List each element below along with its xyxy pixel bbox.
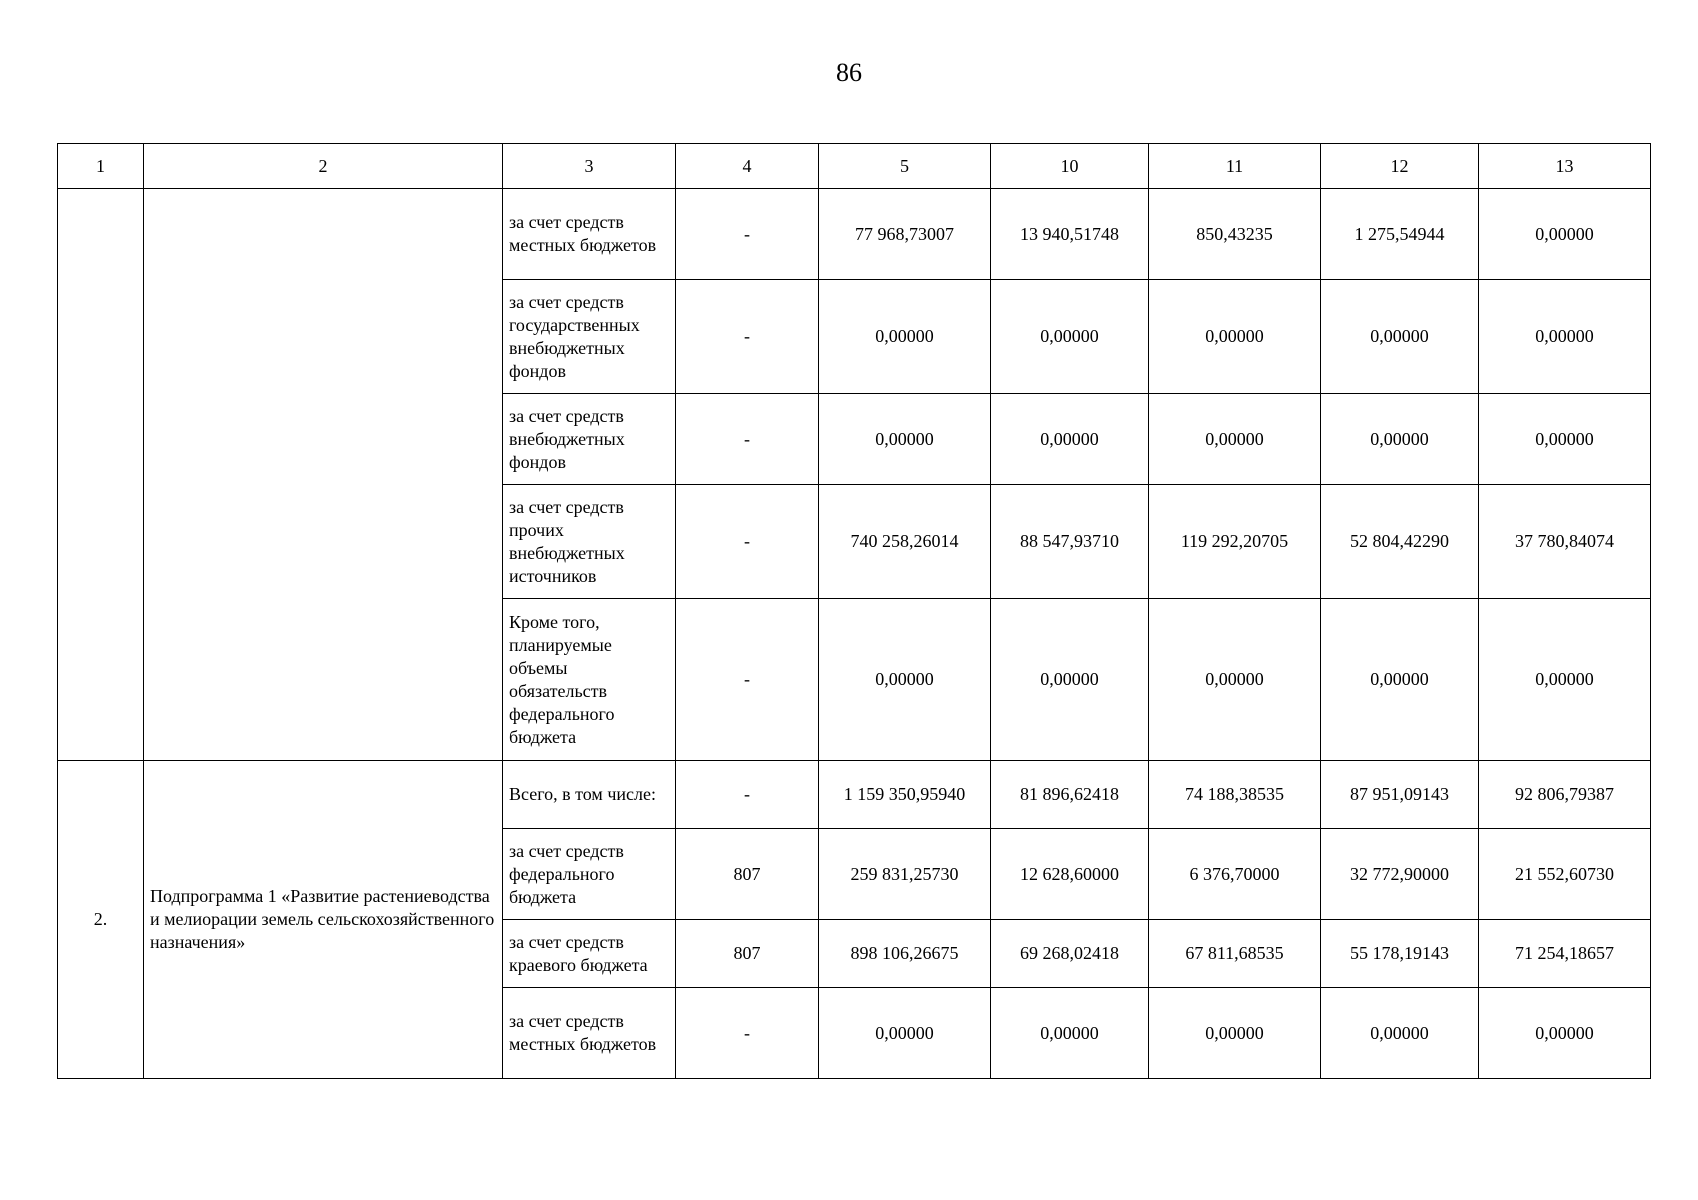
value-cell: 0,00000 — [1149, 394, 1321, 485]
value-cell: 67 811,68535 — [1149, 920, 1321, 988]
header-cell: 5 — [819, 144, 991, 189]
value-cell: 0,00000 — [1321, 394, 1479, 485]
value-cell: 0,00000 — [1149, 988, 1321, 1079]
value-cell: 71 254,18657 — [1479, 920, 1651, 988]
value-cell: 0,00000 — [1479, 189, 1651, 280]
value-cell: 81 896,62418 — [991, 761, 1149, 829]
code-cell: - — [676, 280, 819, 394]
value-cell: 21 552,60730 — [1479, 829, 1651, 920]
value-cell: 0,00000 — [1479, 280, 1651, 394]
value-cell: 12 628,60000 — [991, 829, 1149, 920]
value-cell: 1 159 350,95940 — [819, 761, 991, 829]
value-cell: 0,00000 — [991, 988, 1149, 1079]
funding-source: Кроме того, планируемые объемы обязательств федерального бюджета — [503, 599, 676, 761]
value-cell: 0,00000 — [819, 988, 991, 1079]
value-cell: 0,00000 — [1149, 599, 1321, 761]
value-cell: 0,00000 — [991, 599, 1149, 761]
value-cell: 0,00000 — [991, 394, 1149, 485]
funding-source: Всего, в том числе: — [503, 761, 676, 829]
table-row — [58, 189, 1651, 280]
value-cell: 88 547,93710 — [991, 485, 1149, 599]
value-cell: 69 268,02418 — [991, 920, 1149, 988]
value-cell: 259 831,25730 — [819, 829, 991, 920]
funding-source: за счет средств прочих внебюджетных источников — [503, 485, 676, 599]
code-cell: - — [676, 599, 819, 761]
value-cell: 850,43235 — [1149, 189, 1321, 280]
budget-table — [57, 143, 1651, 1079]
funding-source: за счет средств федерального бюджета — [503, 829, 676, 920]
header-cell: 2 — [144, 144, 503, 189]
code-cell: - — [676, 761, 819, 829]
funding-source: за счет средств государственных внебюджетных фондов — [503, 280, 676, 394]
value-cell: 77 968,73007 — [819, 189, 991, 280]
value-cell: 0,00000 — [819, 280, 991, 394]
value-cell: 0,00000 — [1149, 280, 1321, 394]
funding-source: за счет средств местных бюджетов — [503, 988, 676, 1079]
header-row — [58, 144, 1651, 189]
value-cell: 92 806,79387 — [1479, 761, 1651, 829]
table-row — [58, 761, 1651, 829]
code-cell: 807 — [676, 920, 819, 988]
value-cell: 87 951,09143 — [1321, 761, 1479, 829]
value-cell: 0,00000 — [1321, 599, 1479, 761]
header-cell: 12 — [1321, 144, 1479, 189]
value-cell: 6 376,70000 — [1149, 829, 1321, 920]
code-cell: - — [676, 189, 819, 280]
value-cell: 0,00000 — [1479, 599, 1651, 761]
page-number: 86 — [836, 58, 862, 87]
code-cell: - — [676, 988, 819, 1079]
value-cell: 32 772,90000 — [1321, 829, 1479, 920]
value-cell: 0,00000 — [819, 394, 991, 485]
funding-source: за счет средств местных бюджетов — [503, 189, 676, 280]
value-cell: 0,00000 — [991, 280, 1149, 394]
header-cell: 4 — [676, 144, 819, 189]
row-number-cell: 2. — [58, 761, 144, 1079]
value-cell: 55 178,19143 — [1321, 920, 1479, 988]
header-cell: 3 — [503, 144, 676, 189]
value-cell: 0,00000 — [1321, 988, 1479, 1079]
program-name-cell: Подпрограмма 1 «Развитие растениеводства и мелиорации земель сельскохозяйственного назначения» — [144, 761, 503, 1079]
code-cell: 807 — [676, 829, 819, 920]
value-cell: 13 940,51748 — [991, 189, 1149, 280]
funding-source: за счет средств краевого бюджета — [503, 920, 676, 988]
header-cell: 11 — [1149, 144, 1321, 189]
value-cell: 74 188,38535 — [1149, 761, 1321, 829]
code-cell: - — [676, 485, 819, 599]
value-cell: 0,00000 — [1479, 394, 1651, 485]
header-cell: 10 — [991, 144, 1149, 189]
funding-source: за счет средств внебюджетных фондов — [503, 394, 676, 485]
row-number-cell — [58, 189, 144, 761]
value-cell: 119 292,20705 — [1149, 485, 1321, 599]
value-cell: 0,00000 — [819, 599, 991, 761]
value-cell: 37 780,84074 — [1479, 485, 1651, 599]
header-cell: 1 — [58, 144, 144, 189]
value-cell: 898 106,26675 — [819, 920, 991, 988]
value-cell: 0,00000 — [1321, 280, 1479, 394]
value-cell: 52 804,42290 — [1321, 485, 1479, 599]
code-cell: - — [676, 394, 819, 485]
value-cell: 1 275,54944 — [1321, 189, 1479, 280]
program-name-cell — [144, 189, 503, 761]
header-cell: 13 — [1479, 144, 1651, 189]
value-cell: 0,00000 — [1479, 988, 1651, 1079]
value-cell: 740 258,26014 — [819, 485, 991, 599]
